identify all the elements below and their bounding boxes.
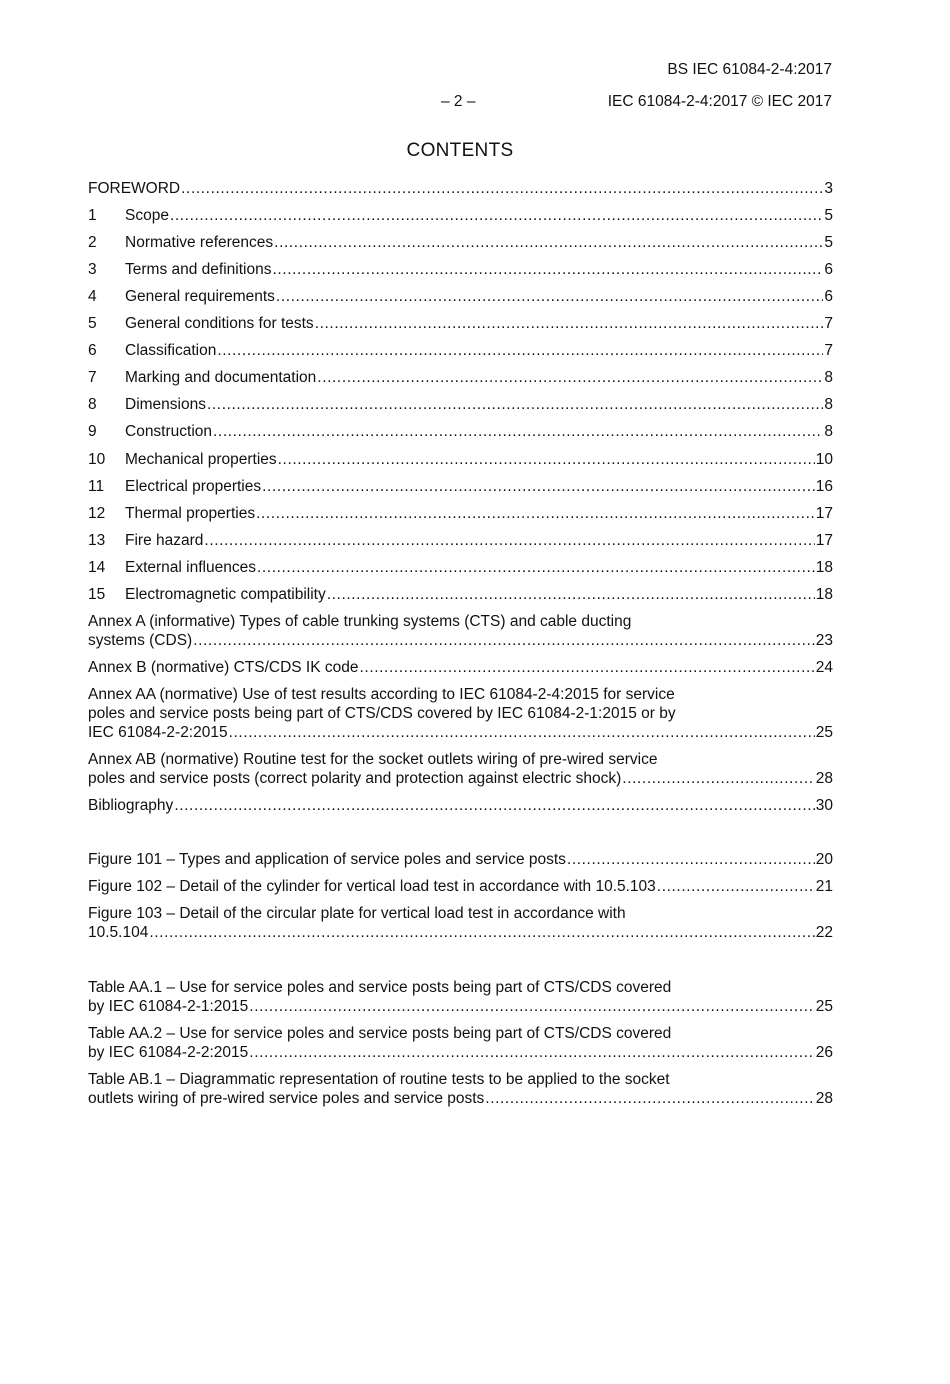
page-ref: 17: [815, 505, 833, 522]
page-ref: 18: [815, 586, 833, 603]
page-ref: 7: [824, 315, 833, 332]
clause-number: 7: [88, 369, 97, 386]
entry-title: Mechanical properties: [125, 451, 277, 468]
clause-number: 2: [88, 234, 97, 251]
entry-text-line: Table AA.1 – Use for service poles and service posts being part of CTS/CDS covered: [88, 979, 672, 996]
dot-leader: [317, 368, 823, 387]
entry-text-line: Annex AB (normative) Routine test for the socket outlets wiring of pre-wired service: [88, 751, 658, 768]
dot-leader: [657, 877, 815, 896]
toc-line: [88, 450, 833, 469]
page-ref: 30: [815, 797, 833, 814]
entry-title: Electromagnetic compatibility: [125, 586, 326, 603]
entry-title: General conditions for tests: [125, 315, 314, 332]
toc-entry-clause-13[interactable]: [88, 531, 833, 550]
dot-leader: [207, 395, 823, 414]
dot-leader: [174, 796, 814, 815]
page-ref: 6: [824, 261, 833, 278]
toc-line: [88, 233, 833, 252]
toc-entry-figure-1[interactable]: [88, 850, 833, 869]
toc-entry-annex-2[interactable]: [88, 658, 833, 677]
toc-line: [88, 314, 833, 333]
toc-line: [88, 368, 833, 387]
page-ref: 28: [815, 770, 833, 787]
dot-leader: [274, 233, 823, 252]
toc-line: [88, 923, 833, 942]
dot-leader: [229, 723, 815, 742]
toc-line: [88, 395, 833, 414]
page-ref: 8: [824, 369, 833, 386]
toc-line: [88, 422, 833, 441]
entry-title: poles and service posts (correct polarity and protection against electric shock): [88, 770, 622, 787]
page-ref: 20: [815, 851, 833, 868]
entry-title: Scope: [125, 207, 169, 224]
entry-title: Figure 101 – Types and application of service poles and service posts: [88, 851, 566, 868]
entry-text-line: Table AB.1 – Diagrammatic representation of routine tests to be applied to the socket: [88, 1071, 670, 1088]
entry-title: Fire hazard: [125, 532, 204, 549]
clause-number: 12: [88, 505, 106, 522]
entry-title: systems (CDS): [88, 632, 193, 649]
dot-leader: [249, 1043, 814, 1062]
toc-entry-clause-14[interactable]: [88, 558, 833, 577]
toc-line: [88, 723, 833, 742]
toc-entry-clause-12[interactable]: [88, 504, 833, 523]
toc-entry-clause-5[interactable]: [88, 314, 833, 333]
toc-line: [88, 531, 833, 550]
dot-leader: [149, 923, 814, 942]
dot-leader: [181, 179, 823, 198]
toc-line: [88, 658, 833, 677]
toc-entry-table-1[interactable]: [88, 978, 833, 1016]
page-ref: 6: [824, 288, 833, 305]
dot-leader: [567, 850, 815, 869]
dot-leader: [315, 314, 824, 333]
entry-title: outlets wiring of pre-wired service poles and service posts: [88, 1090, 485, 1107]
entry-title: 10.5.104: [88, 924, 149, 941]
toc-line: [88, 287, 833, 306]
toc-line: [88, 260, 833, 279]
toc-entry-clause-1[interactable]: [88, 206, 833, 225]
page-ref: 8: [824, 396, 833, 413]
dot-leader: [257, 558, 815, 577]
clause-number: 15: [88, 586, 106, 603]
standard-id: BS IEC 61084-2-4:2017: [667, 61, 832, 78]
dot-leader: [213, 422, 823, 441]
page-ref: 18: [815, 559, 833, 576]
clause-number: 1: [88, 207, 97, 224]
entry-title: Thermal properties: [125, 505, 256, 522]
toc-line: [88, 769, 833, 788]
page-ref: 21: [815, 878, 833, 895]
entry-title: General requirements: [125, 288, 275, 305]
toc-entry-clause-15[interactable]: [88, 585, 833, 604]
clause-number: 8: [88, 396, 97, 413]
dot-leader: [276, 287, 823, 306]
page-ref: 28: [815, 1090, 833, 1107]
entry-text-line: Table AA.2 – Use for service poles and service posts being part of CTS/CDS covered: [88, 1025, 672, 1042]
page-ref: 22: [815, 924, 833, 941]
toc-line: [88, 341, 833, 360]
page-ref: 16: [815, 478, 833, 495]
toc-line: [88, 206, 833, 225]
clause-number: 13: [88, 532, 106, 549]
entry-title: Classification: [125, 342, 217, 359]
toc-entry-figure-3[interactable]: [88, 904, 833, 942]
dot-leader: [193, 631, 815, 650]
entry-title: Normative references: [125, 234, 274, 251]
toc-entry-foreword[interactable]: [88, 179, 833, 198]
toc-entry-figure-2[interactable]: [88, 877, 833, 896]
dot-leader: [262, 477, 815, 496]
clause-number: 10: [88, 451, 106, 468]
entry-title: IEC 61084-2-2:2015: [88, 724, 228, 741]
entry-text-line: Figure 103 – Detail of the circular plate for vertical load test in accordance with: [88, 905, 626, 922]
entry-title: by IEC 61084-2-2:2015: [88, 1044, 249, 1061]
page-ref: 7: [824, 342, 833, 359]
toc-entry-annex-5[interactable]: [88, 796, 833, 815]
dot-leader: [278, 450, 815, 469]
toc-entry-clause-6[interactable]: [88, 341, 833, 360]
toc-entry-clause-10[interactable]: [88, 450, 833, 469]
toc-line: [88, 477, 833, 496]
entry-title: Dimensions: [125, 396, 206, 413]
entry-title: Annex B (normative) CTS/CDS IK code: [88, 659, 359, 676]
clause-number: 9: [88, 423, 97, 440]
toc-line: [88, 504, 833, 523]
toc-line: [88, 877, 833, 896]
page-ref: 24: [815, 659, 833, 676]
dot-leader: [170, 206, 823, 225]
entry-title: Bibliography: [88, 797, 174, 814]
toc-entry-clause-9[interactable]: [88, 422, 833, 441]
toc-entry-clause-11[interactable]: [88, 477, 833, 496]
toc-line: [88, 850, 833, 869]
page-ref: 5: [824, 207, 833, 224]
dot-leader: [622, 769, 814, 788]
toc-line: [88, 796, 833, 815]
toc-line: [88, 1043, 833, 1062]
dot-leader: [249, 997, 814, 1016]
dot-leader: [485, 1089, 814, 1108]
toc-entry-clause-3[interactable]: [88, 260, 833, 279]
toc-line: [88, 631, 833, 650]
page-ref: 26: [815, 1044, 833, 1061]
toc-line: [88, 997, 833, 1016]
toc-line: [88, 558, 833, 577]
toc-entry-table-3[interactable]: [88, 1070, 833, 1108]
dot-leader: [360, 658, 815, 677]
toc-line: [88, 1089, 833, 1108]
dot-leader: [327, 585, 815, 604]
clause-number: 11: [88, 478, 105, 495]
entry-text-line: Annex A (informative) Types of cable trunking systems (CTS) and cable ducting: [88, 613, 632, 630]
page-number: – 2 –: [441, 93, 476, 110]
entry-title: Marking and documentation: [125, 369, 317, 386]
page-ref: 25: [815, 724, 833, 741]
page-ref: 10: [815, 451, 833, 468]
page-ref: 8: [824, 423, 833, 440]
entry-title: Terms and definitions: [125, 261, 272, 278]
page-ref: 25: [815, 998, 833, 1015]
clause-number: 5: [88, 315, 97, 332]
toc-line: [88, 179, 833, 198]
page-ref: 5: [824, 234, 833, 251]
dot-leader: [256, 504, 815, 523]
toc-entry-table-2[interactable]: [88, 1024, 833, 1062]
toc-entry-annex-3[interactable]: [88, 685, 833, 742]
entry-text-line: Annex AA (normative) Use of test results according to IEC 61084-2-4:2015 for service: [88, 686, 675, 703]
dot-leader: [204, 531, 814, 550]
entry-title: Construction: [125, 423, 213, 440]
clause-number: 4: [88, 288, 97, 305]
entry-title: External influences: [125, 559, 256, 576]
toc-entry-clause-7[interactable]: [88, 368, 833, 387]
dot-leader: [217, 341, 823, 360]
clause-number: 3: [88, 261, 97, 278]
toc-entry-clause-4[interactable]: [88, 287, 833, 306]
toc-entry-annex-4[interactable]: [88, 750, 833, 788]
clause-number: 6: [88, 342, 97, 359]
copyright-line: IEC 61084-2-4:2017 © IEC 2017: [607, 93, 832, 110]
page-ref: 17: [815, 532, 833, 549]
entry-title: Figure 102 – Detail of the cylinder for vertical load test in accordance with 10.5.103: [88, 878, 656, 895]
dot-leader: [272, 260, 823, 279]
toc-line: [88, 585, 833, 604]
entry-title: Electrical properties: [125, 478, 262, 495]
entry-title: by IEC 61084-2-1:2015: [88, 998, 249, 1015]
clause-number: 14: [88, 559, 106, 576]
page-ref: 3: [824, 180, 833, 197]
toc-entry-clause-2[interactable]: [88, 233, 833, 252]
toc-entry-annex-1[interactable]: [88, 612, 833, 650]
page-ref: 23: [815, 632, 833, 649]
toc-entry-clause-8[interactable]: [88, 395, 833, 414]
entry-text-line: poles and service posts being part of CTS/CDS covered by IEC 61084-2-1:2015 or by: [88, 705, 676, 722]
entry-title: FOREWORD: [88, 180, 181, 197]
contents-title: CONTENTS: [406, 140, 514, 161]
